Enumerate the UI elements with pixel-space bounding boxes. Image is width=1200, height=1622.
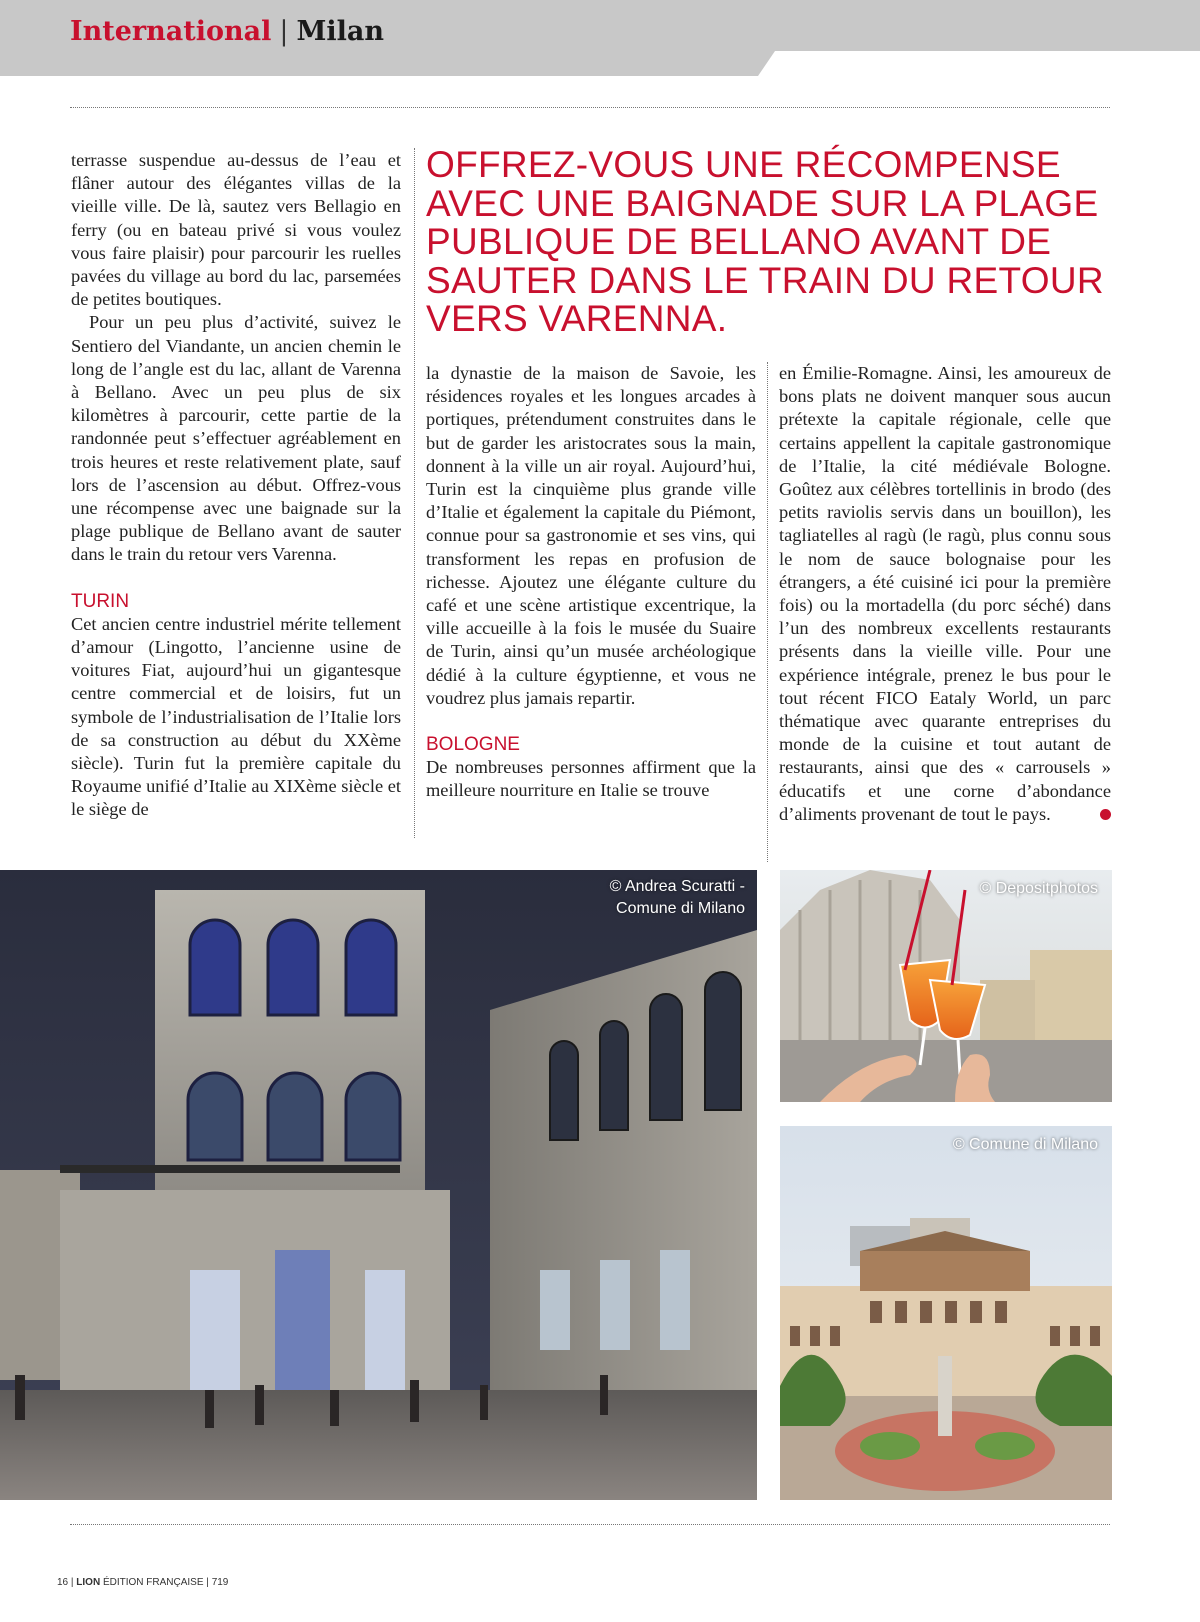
- photo-credit: © Andrea Scuratti - Comune di Milano: [609, 878, 745, 917]
- paragraph: terrasse suspendue au-dessus de l’eau et flâner autour des élégantes villas de la vieille ville. De là, sautez vers Bellagio en ferry (ou en bateau privé si vous voulez vous faire plaisir) pour parcourir les ruelles pavées du village au bord du lac, parsemées de petites boutiques.: [71, 150, 401, 310]
- subhead-bologne: BOLOGNE: [426, 734, 520, 756]
- page-number: 16: [57, 1577, 69, 1588]
- paragraph: la dynastie de la maison de Savoie, les résidences royales et les longues arcades à portiques, prétendument construites dans le but de garder les aristocrates sous la main, donnent à la ville un air royal. Aujourd’hui, Turin est la cinquième plus grande ville d’Italie et également la capitale du Piémont, connue pour sa gastronomie et ses vins, qui transforment les repas en profusion de richesse. Ajoutez une élégante culture du café et une scène artistique excentrique, la ville accueille à la fois le musée du Suaire de Turin, ainsi qu’un musée archéologique dédié à la culture égyptienne, et vous ne voudrez plus jamais repartir.: [426, 363, 756, 708]
- photo-aperitivo-duomo: [780, 870, 1112, 1102]
- footer-brand: LION: [76, 1577, 101, 1588]
- end-mark-icon: [1100, 809, 1111, 820]
- paragraph-text: en Émilie-Romagne. Ainsi, les amoureux de bons plats ne doivent manquer sous aucun prétexte la capitale régionale, celle que certains appellent la capitale gastronomique de l’Italie, la cité médiévale Bologne. Goûtez aux célèbres tortellinis in brodo (des petits raviolis servis dans un bouillon), les tagliatelles al ragù (le ragù, plus connu sous le nom de sauce bolognaise pour les étrangers, a été cuisiné ici pour la première fois) ou la mortadella (du porc séché) dans l’un des nombreux excellents restaurants présents dans la vieille ville. Pour une expérience intégrale, prenez le bus pour le tout récent FICO Eataly World, un parc thématique avec quarante entreprises du monde de la cuisine et tout autant de restaurants, ainsi que des « carrousels » éducatifs et une corne d’abondance d’aliments provenant de tout le pays.: [779, 363, 1111, 824]
- footer-issue: 719: [211, 1577, 229, 1588]
- paragraph: De nombreuses personnes affirment que la meilleure nourriture en Italie se trouve: [426, 757, 756, 801]
- paragraph: Cet ancien centre industriel mérite tellement d’amour (Lingotto, l’ancienne usine de voitures Fiat, aujourd’hui un gigantesque centre commercial et de loisirs, fut un symbole de l’industrialisation de l’Italie lors de sa construction au début du XXème siècle). Turin fut la première capitale du Royaume unifié d’Italie au XIXème siècle et le siège de: [71, 613, 401, 820]
- article-column-3: [779, 362, 1111, 826]
- article-column-1: [71, 149, 401, 822]
- pull-quote: OFFREZ-VOUS UNE RÉCOMPENSE AVEC UNE BAIGNADE SUR LA PLAGE PUBLIQUE DE BELLANO AVANT DE SAUTER DANS LE TRAIN DU RETOUR VERS VARENNA.: [426, 144, 1104, 339]
- top-divider: [70, 107, 1110, 108]
- column-divider: [414, 148, 415, 838]
- header-separator: |: [279, 16, 289, 47]
- header-title: [70, 18, 384, 45]
- paragraph: [779, 362, 1111, 826]
- bottom-divider: [70, 1524, 1110, 1525]
- city-label: Milan: [296, 16, 385, 47]
- photo-credit: © Comune di Milano: [952, 1136, 1098, 1153]
- photo-credit: © Depositphotos: [979, 880, 1098, 897]
- article-column-2: [426, 362, 756, 803]
- page-footer: 16 | LION ÉDITION FRANÇAISE | 719: [57, 1577, 229, 1588]
- paragraph: Pour un peu plus d’activité, suivez le Sentiero del Viandante, un ancien chemin le long de l’angle est du lac, allant de Varenna à Bellano. Avec un peu plus de six kilomètres à parcourir, cette partie de la randonnée peut s’effectuer agréablement en trois heures et reste relativement plate, sauf lors de l’ascension au début. Offrez-vous une récompense avec une baignade sur la plage publique de Bellano avant de sauter dans le train du retour vers Varenna.: [71, 312, 401, 565]
- subhead-turin: TURIN: [71, 590, 130, 612]
- footer-edition: ÉDITION FRANÇAISE: [102, 1577, 204, 1588]
- photo-la-scala: [780, 1126, 1112, 1500]
- photo-museo-novecento: [0, 870, 757, 1500]
- header-band: [0, 0, 1200, 76]
- section-label: International: [70, 16, 272, 47]
- column-divider: [767, 362, 768, 862]
